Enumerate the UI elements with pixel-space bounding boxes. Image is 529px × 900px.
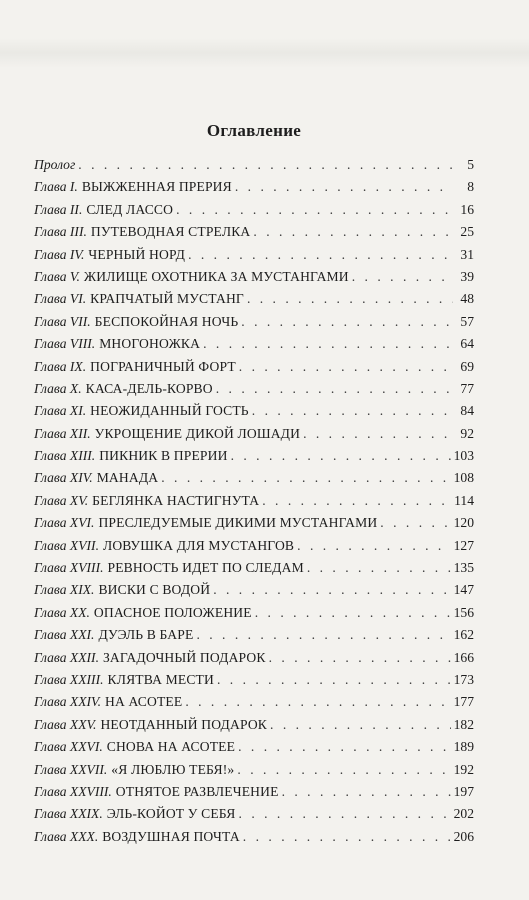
page-number: 182 — [453, 716, 474, 732]
page-number: 177 — [453, 694, 474, 710]
toc-list — [34, 154, 474, 848]
chapter-label: Глава XXII. — [34, 649, 99, 665]
page-number: 39 — [460, 268, 474, 284]
dot-leader — [237, 759, 450, 781]
toc-entry[interactable] — [34, 288, 474, 310]
dot-leader — [247, 288, 453, 310]
page-number: 127 — [453, 537, 474, 553]
chapter-label: Глава XXIX. — [34, 806, 103, 822]
chapter-title: УКРОЩЕНИЕ ДИКОЙ ЛОШАДИ — [94, 425, 301, 441]
chapter-label: Глава XI. — [34, 403, 87, 419]
chapter-label: Глава XVII. — [34, 537, 99, 553]
dot-leader — [176, 199, 453, 221]
chapter-title: МНОГОНОЖКА — [99, 336, 201, 352]
chapter-title: НЕОЖИДАННЫЙ ГОСТЬ — [90, 403, 249, 419]
page-number: 162 — [453, 627, 474, 643]
dot-leader — [307, 557, 451, 579]
page-number: 77 — [460, 380, 474, 396]
dot-leader — [255, 602, 451, 624]
dot-leader — [282, 781, 451, 803]
page-title: Оглавление — [206, 121, 302, 140]
dot-leader — [241, 311, 453, 333]
toc-entry[interactable] — [34, 266, 474, 288]
chapter-label: Глава XXVIII. — [34, 783, 112, 799]
chapter-title: «Я ЛЮБЛЮ ТЕБЯ!» — [111, 761, 235, 777]
chapter-label: Глава V. — [34, 268, 80, 284]
dot-leader — [269, 647, 451, 669]
page-number: 189 — [453, 739, 474, 755]
dot-leader — [213, 579, 450, 601]
page-number: 135 — [453, 560, 474, 576]
toc-entry[interactable] — [34, 400, 474, 422]
chapter-label: Пролог — [34, 157, 76, 172]
toc-entry[interactable] — [34, 669, 474, 691]
chapter-label: Глава XX. — [34, 604, 90, 620]
chapter-label: Глава XXX. — [34, 828, 99, 844]
toc-entry[interactable] — [34, 311, 474, 333]
chapter-title: ПРЕСЛЕДУЕМЫЕ ДИКИМИ МУСТАНГАМИ — [98, 515, 378, 531]
toc-entry[interactable] — [34, 333, 474, 355]
chapter-title: КРАПЧАТЫЙ МУСТАНГ — [90, 291, 244, 307]
toc-entry[interactable] — [34, 826, 474, 848]
toc-entry[interactable] — [34, 423, 474, 445]
page-number: 202 — [453, 806, 474, 822]
toc-entry[interactable] — [34, 490, 474, 512]
chapter-label: Глава VI. — [34, 291, 87, 307]
chapter-label: Глава XIII. — [34, 448, 96, 464]
chapter-label: Глава XXIII. — [34, 671, 104, 687]
chapter-title: КЛЯТВА МЕСТИ — [107, 671, 214, 687]
chapter-title: БЕСПОКОЙНАЯ НОЧЬ — [94, 313, 239, 329]
dot-leader — [352, 266, 453, 288]
toc-entry[interactable] — [34, 557, 474, 579]
page-number: 103 — [453, 448, 474, 464]
toc-entry[interactable] — [34, 759, 474, 781]
toc-entry[interactable] — [34, 714, 474, 736]
dot-leader — [380, 512, 450, 534]
dot-leader — [235, 176, 453, 198]
toc-entry[interactable] — [34, 176, 474, 198]
chapter-title: ЭЛЬ-КОЙОТ У СЕБЯ — [106, 806, 236, 822]
chapter-title: ПОГРАНИЧНЫЙ ФОРТ — [90, 358, 236, 374]
dot-leader — [196, 624, 450, 646]
toc-entry[interactable] — [34, 647, 474, 669]
dot-leader — [253, 221, 453, 243]
chapter-title: МАНАДА — [96, 470, 159, 486]
chapter-label: Глава XXVII. — [34, 761, 108, 777]
chapter-title: ОТНЯТОЕ РАЗВЛЕЧЕНИЕ — [115, 783, 279, 799]
dot-leader — [231, 445, 451, 467]
chapter-title: НА АСОТЕЕ — [105, 694, 183, 710]
page-bleed-through — [0, 38, 529, 68]
chapter-title: ОПАСНОЕ ПОЛОЖЕНИЕ — [93, 604, 252, 620]
toc-entry[interactable] — [34, 244, 474, 266]
page-number: 206 — [453, 828, 474, 844]
chapter-title: ЖИЛИЩЕ ОХОТНИКА ЗА МУСТАНГАМИ — [83, 268, 349, 284]
toc-entry[interactable] — [34, 378, 474, 400]
page-number: 69 — [460, 358, 474, 374]
chapter-title: СЛЕД ЛАССО — [86, 201, 174, 217]
chapter-title: СНОВА НА АСОТЕЕ — [106, 739, 236, 755]
dot-leader — [161, 467, 450, 489]
chapter-label: Глава XXI. — [34, 627, 95, 643]
table-of-contents — [34, 118, 474, 848]
chapter-label: Глава VIII. — [34, 336, 96, 352]
dot-leader — [243, 826, 451, 848]
page-number: 166 — [453, 649, 474, 665]
chapter-label: Глава IX. — [34, 358, 87, 374]
page-number: 173 — [453, 671, 474, 687]
page-number: 108 — [453, 470, 474, 486]
chapter-label: Глава I. — [34, 179, 78, 195]
toc-entry[interactable] — [34, 624, 474, 646]
toc-entry[interactable] — [34, 445, 474, 467]
dot-leader — [239, 356, 453, 378]
page-number: 16 — [460, 201, 474, 217]
chapter-label: Глава II. — [34, 201, 83, 217]
dot-leader — [203, 333, 453, 355]
toc-entry[interactable] — [34, 803, 474, 825]
toc-entry[interactable] — [34, 691, 474, 713]
chapter-title: ВИСКИ С ВОДОЙ — [98, 582, 211, 598]
toc-entry[interactable] — [34, 535, 474, 557]
chapter-title: ДУЭЛЬ В БАРЕ — [98, 627, 194, 643]
dot-leader — [78, 154, 453, 176]
chapter-label: Глава VII. — [34, 313, 91, 329]
page-number: 114 — [454, 492, 474, 508]
dot-leader — [262, 490, 451, 512]
chapter-title: ЗАГАДОЧНЫЙ ПОДАРОК — [102, 649, 266, 665]
toc-entry[interactable] — [34, 154, 474, 176]
dot-leader — [303, 423, 453, 445]
dot-leader — [239, 803, 451, 825]
page-number: 156 — [453, 604, 474, 620]
chapter-label: Глава XVI. — [34, 515, 95, 531]
dot-leader — [217, 669, 451, 691]
chapter-title: ВОЗДУШНАЯ ПОЧТА — [102, 828, 240, 844]
page-number: 31 — [460, 246, 474, 262]
chapter-title: ЛОВУШКА ДЛЯ МУСТАНГОВ — [102, 537, 295, 553]
page-number: 92 — [460, 425, 474, 441]
chapter-title: БЕГЛЯНКА НАСТИГНУТА — [92, 492, 260, 508]
page-number: 192 — [453, 761, 474, 777]
chapter-label: Глава XIX. — [34, 582, 95, 598]
dot-leader — [185, 691, 450, 713]
dot-leader — [270, 714, 451, 736]
page-number: 197 — [453, 783, 474, 799]
chapter-title: ЧЕРНЫЙ НОРД — [88, 246, 186, 262]
dot-leader — [297, 535, 450, 557]
toc-entry[interactable] — [34, 579, 474, 601]
page-number: 8 — [467, 179, 474, 195]
toc-entry[interactable] — [34, 736, 474, 758]
chapter-label: Глава III. — [34, 224, 87, 240]
page-number: 25 — [460, 224, 474, 240]
page-number: 5 — [467, 157, 474, 172]
dot-leader — [238, 736, 451, 758]
chapter-title: РЕВНОСТЬ ИДЕТ ПО СЛЕДАМ — [107, 560, 304, 576]
chapter-label: Глава XII. — [34, 425, 91, 441]
chapter-title: НЕОТДАННЫЙ ПОДАРОК — [100, 716, 268, 732]
chapter-label: Глава IV. — [34, 246, 85, 262]
toc-entry[interactable] — [34, 602, 474, 624]
toc-entry[interactable] — [34, 199, 474, 221]
toc-entry[interactable] — [34, 512, 474, 534]
chapter-label: Глава X. — [34, 380, 82, 396]
page-number: 64 — [460, 336, 474, 352]
chapter-label: Глава XXIV. — [34, 694, 101, 710]
page-number: 84 — [460, 403, 474, 419]
toc-entry[interactable] — [34, 467, 474, 489]
page-number: 120 — [453, 515, 474, 531]
dot-leader — [216, 378, 453, 400]
chapter-title: КАСА-ДЕЛЬ-КОРВО — [85, 380, 213, 396]
chapter-label: Глава XV. — [34, 492, 89, 508]
toc-entry[interactable] — [34, 781, 474, 803]
page-number: 48 — [460, 291, 474, 307]
chapter-label: Глава XXV. — [34, 716, 97, 732]
page-number: 147 — [453, 582, 474, 598]
page-number: 57 — [460, 313, 474, 329]
chapter-label: Глава XIV. — [34, 470, 93, 486]
chapter-title: ВЫЖЖЕННАЯ ПРЕРИЯ — [81, 179, 232, 195]
dot-leader — [188, 244, 453, 266]
chapter-title: ПУТЕВОДНАЯ СТРЕЛКА — [90, 224, 251, 240]
toc-entry[interactable] — [34, 356, 474, 378]
toc-entry[interactable] — [34, 221, 474, 243]
chapter-title: ПИКНИК В ПРЕРИИ — [99, 448, 228, 464]
chapter-label: Глава XVIII. — [34, 560, 104, 576]
chapter-label: Глава XXVI. — [34, 739, 103, 755]
dot-leader — [252, 400, 453, 422]
